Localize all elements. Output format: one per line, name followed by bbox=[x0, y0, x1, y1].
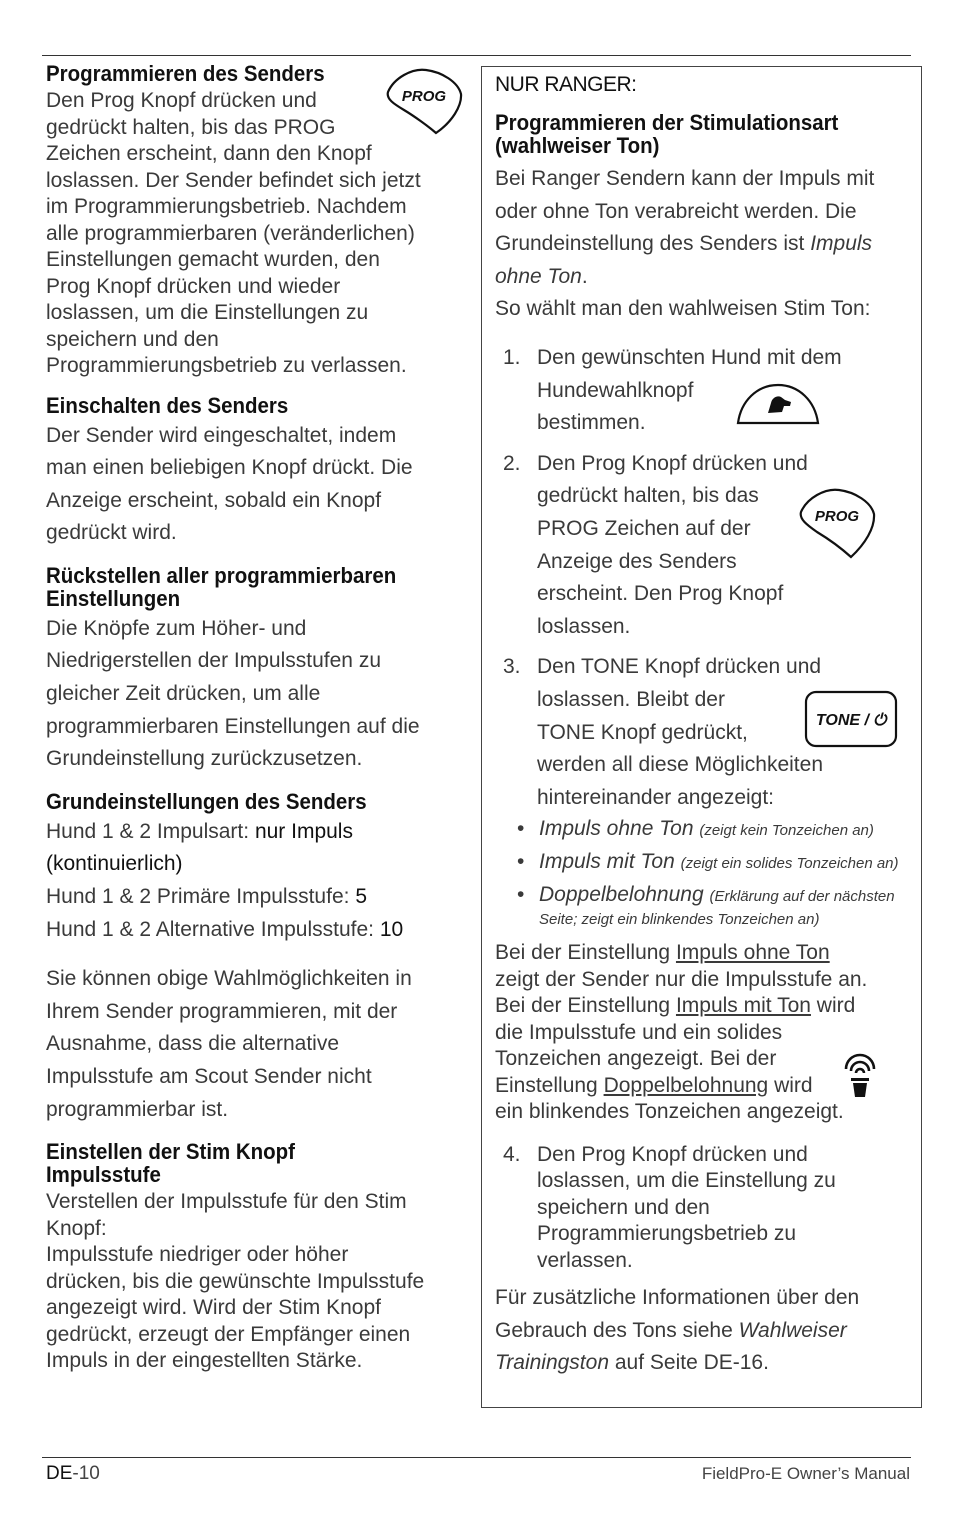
svg-text:TONE / ⏻: TONE / ⏻ bbox=[815, 712, 887, 729]
section-title: Einschalten des Senders bbox=[46, 392, 289, 418]
section-stim-knopf bbox=[46, 1140, 464, 1375]
tone-indicator-icon bbox=[842, 1051, 878, 1099]
settings-explanation: Bei der Einstellung Impuls ohne Ton zeigt der Sender nur die Impulsstufe an. Bei der Einstellung Impuls mit Ton wird die Impulsstufe und ein solides Tonzeichen angezeigt. Bei der Einstellung Doppelbelohnung wird ein blinkendes Tonzeichen angezeigt. bbox=[495, 941, 868, 1124]
step-2: 2. Den Prog Knopf drücken und gedrückt halten, bis das PROG Zeichen auf der Anzeige des Senders erscheint. Den Prog Knopf loslassen. bbox=[503, 451, 808, 638]
defaults-list: Hund 1 & 2 Impulsart: nur Impuls (kontinuierlich) Hund 1 & 2 Primäre Impulsstufe: 5 Hund 1 & 2 Alternative Impulsstufe: 10 bbox=[46, 819, 404, 941]
prog-button-icon bbox=[384, 66, 464, 136]
section-title: Grundeinstellungen des Senders bbox=[46, 788, 367, 814]
mode-list bbox=[495, 818, 909, 930]
section-body: Der Sender wird eingeschaltet, indem man einen beliebigen Knopf drückt. Die Anzeige erscheint, sobald ein Knopf gedrückt wird. bbox=[46, 423, 413, 545]
step-4: 4. Den Prog Knopf drücken und loslassen, um die Einstellung zu speichern und den Programmierungsbetrieb zu verlassen. bbox=[503, 1142, 836, 1272]
section-rueckstellen bbox=[46, 564, 464, 776]
section-title: Programmieren des Senders bbox=[46, 61, 325, 86]
section-body: Sie können obige Wahlmöglichkeiten in Ihrem Sender programmieren, mit der Ausnahme, dass die alternative Impulsstufe am Scout Sender nicht programmierbar ist. bbox=[46, 967, 412, 1121]
closing-text: Für zusätzliche Informationen über den Gebrauch des Tons siehe Wahlweiser Trainingston auf Seite DE-16. bbox=[495, 1286, 860, 1375]
section-title: Rückstellen aller programmierbaren Einstellungen bbox=[46, 562, 397, 611]
list-item: • Impuls mit Ton (zeigt ein solides Tonzeichen an) bbox=[517, 850, 899, 874]
page-number: DE-10 bbox=[46, 1463, 100, 1484]
bottom-rule bbox=[42, 1457, 911, 1458]
intro-text: Bei Ranger Sendern kann der Impuls mit oder ohne Ton verabreicht werden. Die Grundeinstellung des Senders ist Impuls ohne Ton. So wählt man den wahlweisen Stim Ton: bbox=[495, 167, 875, 321]
step-3: 3. Den TONE Knopf drücken und loslassen. Bleibt der TONE Knopf gedrückt, werden all diese Möglichkeiten hintereinander angezeigt: bbox=[503, 655, 823, 809]
section-body: Verstellen der Impulsstufe für den Stim Knopf: Impulsstufe niedriger oder höher drücken, bis die gewünschte Impulsstufe angezeigt wird. Wird der Stim Knopf gedrückt, erzeugt der Empfänger einen Impuls in der eingestellten Stärke. bbox=[46, 1190, 425, 1373]
dog-select-button-icon bbox=[735, 381, 821, 427]
section-body: Den Prog Knopf drücken und gedrückt halten, bis das PROG Zeichen erscheint, dann den Knopf loslassen. Der Sender befindet sich jetzt im Programmierungsbetrieb. Nachdem alle programmierbaren (veränderlichen) Einstellungen gemacht wurden, den Prog Knopf drücken und wieder loslassen, um die Einstellungen zu speichern und den Programmierungsbetrieb zu verlassen. bbox=[46, 89, 421, 377]
section-body: Die Knöpfe zum Höher- und Niedrigerstellen der Impulsstufen zu gleicher Zeit drücken, um alle programmierbaren Einstellungen auf die Grundeinstellung zurückzusetzen. bbox=[46, 616, 420, 771]
top-rule bbox=[42, 55, 911, 56]
list-item: • Impuls ohne Ton (zeigt kein Tonzeichen an) bbox=[517, 817, 874, 841]
section-einschalten bbox=[46, 394, 464, 550]
ranger-label: NUR RANGER: bbox=[495, 73, 637, 96]
step-1: 1. Den gewünschten Hund mit dem Hundewahlknopf bestimmen. bbox=[503, 345, 842, 435]
left-column bbox=[46, 62, 464, 1389]
section-grundeinstellungen bbox=[46, 790, 464, 1126]
tone-power-button-icon bbox=[804, 690, 898, 748]
list-item: • Doppelbelohnung (Erklärung auf der nächsten Seite; zeigt ein blinkendes Tonzeichen an) bbox=[517, 883, 895, 929]
svg-text:PROG: PROG bbox=[814, 508, 860, 525]
section-title: Einstellen der Stim Knopf Impulsstufe bbox=[46, 1139, 295, 1188]
svg-text:PROG: PROG bbox=[401, 88, 447, 105]
prog-button-icon bbox=[797, 486, 877, 560]
section-title: Programmieren der Stimulationsart (wahlweiser Ton) bbox=[495, 110, 839, 158]
manual-title: FieldPro-E Owner’s Manual bbox=[701, 1464, 910, 1483]
steps-list-2 bbox=[495, 1142, 909, 1275]
